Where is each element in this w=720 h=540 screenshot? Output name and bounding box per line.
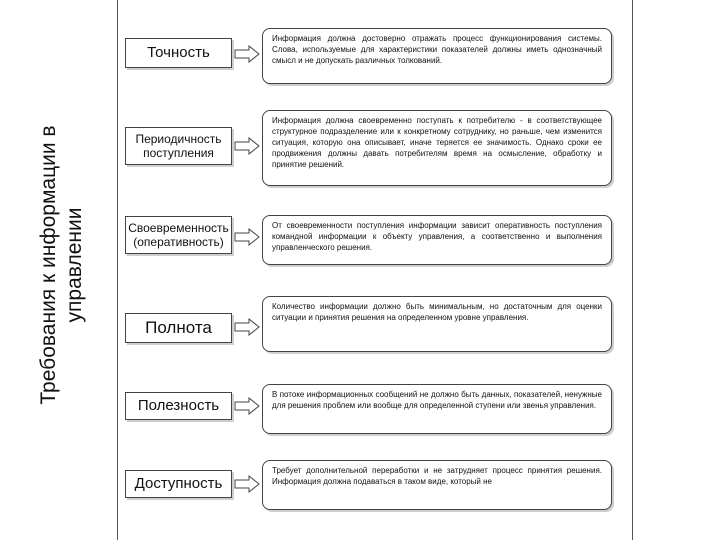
- requirement-box-accessibility: Доступность: [125, 470, 232, 498]
- description-box-periodicity: Информация должна своевременно поступать к потребителю - в соответствующее структурное подразделение или к конкретному сотруднику, но раньше, чем изменится ситуация, которую она описывает, иначе теряется ее значимость. Однако сроки ее продвижения должны давать потребителям время на осмысление, обработку и принятие решений.: [262, 110, 612, 186]
- description-box-usefulness: В потоке информационных сообщений не должно быть данных, показателей, ненужные для решения проблем или вообще для определенной ступени или звенья управления.: [262, 384, 612, 434]
- description-box-completeness: Количество информации должно быть минимальным, но достаточным для оценки ситуации и принятия решения на определенном уровне управления.: [262, 296, 612, 352]
- requirement-box-accuracy: Точность: [125, 38, 232, 68]
- arrow-right-icon: [234, 475, 260, 493]
- diagram-title: Требования к информации в управлении: [37, 125, 86, 405]
- description-box-accessibility: Требует дополнительной переработки и не затрудняет процесс принятия решения. Информация должна подаваться в таком виде, который не: [262, 460, 612, 510]
- arrow-right-icon: [234, 397, 260, 415]
- arrow-right-icon: [234, 228, 260, 246]
- diagram-title-container: [12, 60, 112, 470]
- requirement-box-timeliness: Своевременность (оперативность): [125, 216, 232, 254]
- requirement-box-completeness: Полнота: [125, 313, 232, 343]
- arrow-right-icon: [234, 137, 260, 155]
- requirement-box-periodicity: Периодичность поступления: [125, 127, 232, 165]
- requirement-box-usefulness: Полезность: [125, 392, 232, 420]
- description-box-accuracy: Информация должна достоверно отражать процесс функционирования системы. Слова, используемые для характеристики показателей должны иметь однозначный смысл и не допускать различных толкований.: [262, 28, 612, 84]
- arrow-right-icon: [234, 318, 260, 336]
- description-box-timeliness: От своевременности поступления информации зависит оперативность поступления командной информации к объекту управления, а соответственно и выполнения управленческого решения.: [262, 215, 612, 265]
- arrow-right-icon: [234, 45, 260, 63]
